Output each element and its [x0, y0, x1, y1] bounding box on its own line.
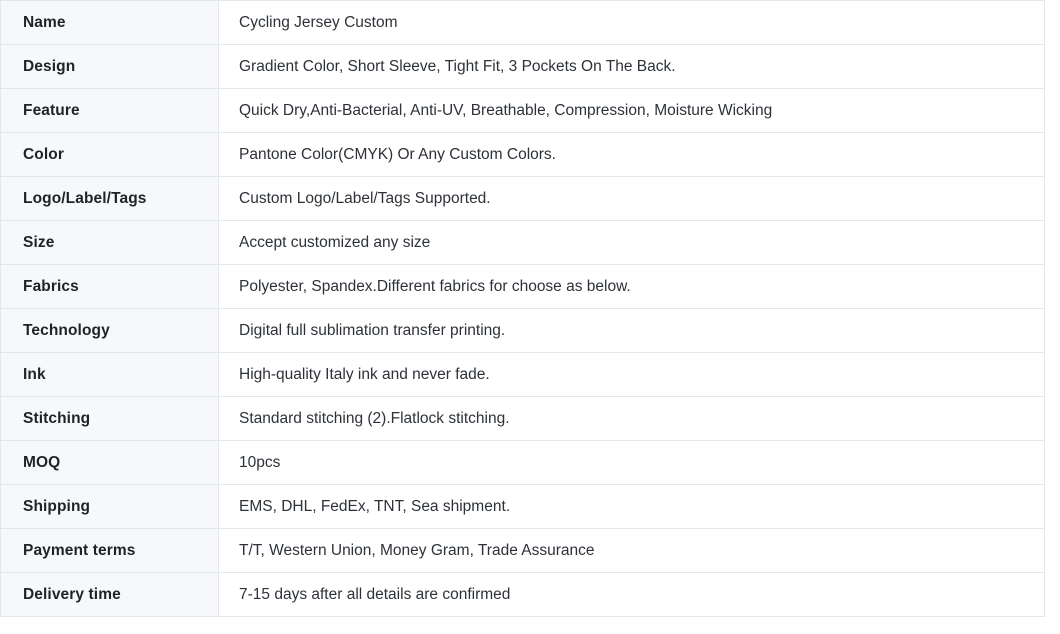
table-row: [1, 89, 1045, 133]
row-value: EMS, DHL, FedEx, TNT, Sea shipment.: [219, 485, 1045, 529]
row-value: Gradient Color, Short Sleeve, Tight Fit, 3 Pockets On The Back.: [219, 45, 1045, 89]
table-row: [1, 529, 1045, 573]
row-label: Feature: [1, 89, 219, 133]
row-value: Custom Logo/Label/Tags Supported.: [219, 177, 1045, 221]
row-label: Payment terms: [1, 529, 219, 573]
row-value: High-quality Italy ink and never fade.: [219, 353, 1045, 397]
row-value: Standard stitching (2).Flatlock stitching.: [219, 397, 1045, 441]
row-label: Design: [1, 45, 219, 89]
table-row: [1, 133, 1045, 177]
row-value: T/T, Western Union, Money Gram, Trade Assurance: [219, 529, 1045, 573]
table-row: [1, 177, 1045, 221]
row-label: Fabrics: [1, 265, 219, 309]
table-row: [1, 353, 1045, 397]
table-row: [1, 397, 1045, 441]
row-value: Polyester, Spandex.Different fabrics for choose as below.: [219, 265, 1045, 309]
row-value: 10pcs: [219, 441, 1045, 485]
row-value: Digital full sublimation transfer printing.: [219, 309, 1045, 353]
row-label: Stitching: [1, 397, 219, 441]
row-label: Ink: [1, 353, 219, 397]
table-row: [1, 265, 1045, 309]
table-row: [1, 309, 1045, 353]
table-body: [1, 1, 1045, 617]
row-label: Logo/Label/Tags: [1, 177, 219, 221]
row-value: Cycling Jersey Custom: [219, 1, 1045, 45]
row-value: 7-15 days after all details are confirmed: [219, 573, 1045, 617]
table-row: [1, 441, 1045, 485]
table-row: [1, 573, 1045, 617]
table-row: [1, 1, 1045, 45]
row-label: Name: [1, 1, 219, 45]
row-label: Color: [1, 133, 219, 177]
row-label: MOQ: [1, 441, 219, 485]
row-value: Accept customized any size: [219, 221, 1045, 265]
row-label: Technology: [1, 309, 219, 353]
row-label: Shipping: [1, 485, 219, 529]
row-label: Delivery time: [1, 573, 219, 617]
row-label: Size: [1, 221, 219, 265]
table-row: [1, 45, 1045, 89]
table-row: [1, 485, 1045, 529]
row-value: Quick Dry,Anti-Bacterial, Anti-UV, Breathable, Compression, Moisture Wicking: [219, 89, 1045, 133]
row-value: Pantone Color(CMYK) Or Any Custom Colors.: [219, 133, 1045, 177]
table-row: [1, 221, 1045, 265]
